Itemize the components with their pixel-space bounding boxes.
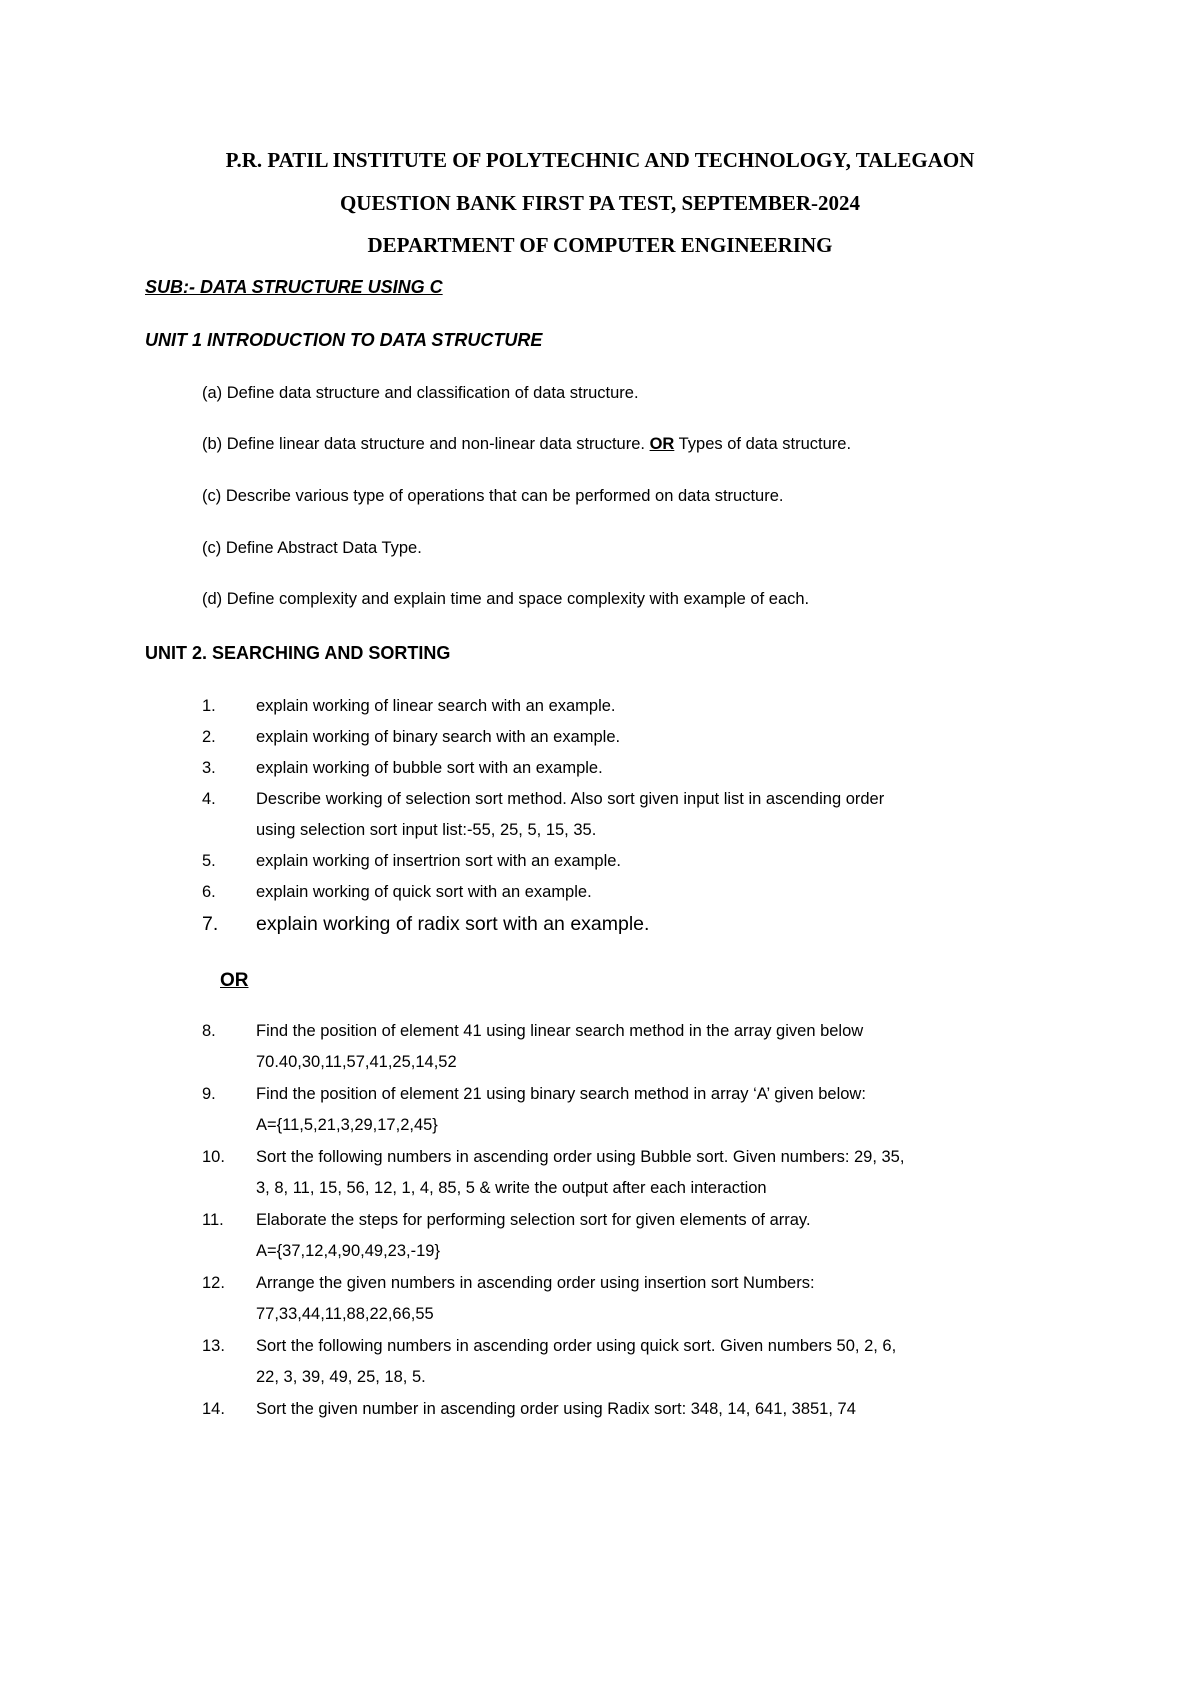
list-text: explain working of binary search with an example. — [256, 728, 621, 746]
unit1-question-c1: (c) Describe various type of operations that can be performed on data structure. — [202, 487, 784, 505]
list-number: 12. — [202, 1274, 225, 1292]
list-text: Find the position of element 21 using binary search method in array ‘A’ given below: — [256, 1085, 866, 1103]
subject-heading: SUB:- DATA STRUCTURE USING C — [145, 277, 443, 297]
unit1-question-a: (a) Define data structure and classification of data structure. — [202, 384, 639, 402]
list-text-continued: A={37,12,4,90,49,23,-19} — [256, 1242, 440, 1260]
unit1-question-b — [202, 435, 851, 454]
list-text-continued: A={11,5,21,3,29,17,2,45} — [256, 1116, 438, 1134]
list-number: 14. — [202, 1400, 225, 1418]
question-bank-title: QUESTION BANK FIRST PA TEST, SEPTEMBER-2024 — [339, 191, 861, 215]
q-b-text: (b) Define linear data structure and non-linear data structure. — [202, 435, 650, 453]
unit2-heading: UNIT 2. SEARCHING AND SORTING — [145, 643, 451, 663]
list-number: 6. — [202, 883, 216, 901]
list-number: 4. — [202, 790, 216, 808]
list-number: 8. — [202, 1022, 216, 1040]
list-text: Describe working of selection sort method. Also sort given input list in ascending order — [256, 790, 885, 808]
list-number: 13. — [202, 1337, 225, 1355]
q-b-or: OR — [649, 435, 675, 453]
unit1-heading: UNIT 1 INTRODUCTION TO DATA STRUCTURE — [145, 330, 543, 350]
list-number: 11. — [202, 1211, 224, 1229]
list-number: 3. — [202, 759, 216, 777]
list-text: Elaborate the steps for performing selection sort for given elements of array. — [256, 1211, 811, 1229]
list-number: 9. — [202, 1085, 216, 1103]
list-text-continued: 22, 3, 39, 49, 25, 18, 5. — [256, 1368, 426, 1386]
list-text-continued: 77,33,44,11,88,22,66,55 — [256, 1305, 434, 1323]
list-number: 7. — [202, 913, 219, 935]
list-text-continued: using selection sort input list:-55, 25, 5, 15, 35. — [256, 821, 597, 839]
q-b-text-2: Types of data structure. — [674, 435, 852, 453]
unit1-question-c2: (c) Define Abstract Data Type. — [202, 539, 422, 557]
list-text: explain working of radix sort with an example. — [256, 913, 650, 935]
department-title: DEPARTMENT OF COMPUTER ENGINEERING — [367, 233, 833, 257]
institute-title: P.R. PATIL INSTITUTE OF POLYTECHNIC AND TECHNOLOGY, TALEGAON — [225, 148, 975, 172]
list-text: Arrange the given numbers in ascending order using insertion sort Numbers: — [256, 1274, 815, 1292]
list-text: Sort the following numbers in ascending order using quick sort. Given numbers 50, 2, 6, — [256, 1337, 897, 1355]
list-text: Sort the given number in ascending order using Radix sort: 348, 14, 641, 3851, 74 — [256, 1400, 856, 1418]
list-text: explain working of linear search with an example. — [256, 697, 616, 715]
or-separator: OR — [220, 970, 249, 991]
list-number: 5. — [202, 852, 216, 870]
list-text: explain working of insertrion sort with an example. — [256, 852, 622, 870]
list-number: 10. — [202, 1148, 225, 1166]
list-text: explain working of quick sort with an example. — [256, 883, 592, 901]
list-text: Sort the following numbers in ascending order using Bubble sort. Given numbers: 29, 35, — [256, 1148, 905, 1166]
list-number: 2. — [202, 728, 216, 746]
list-number: 1. — [202, 697, 216, 715]
list-text-continued: 70.40,30,11,57,41,25,14,52 — [256, 1053, 457, 1071]
unit1-question-d: (d) Define complexity and explain time and space complexity with example of each. — [202, 590, 810, 608]
list-text-continued: 3, 8, 11, 15, 56, 12, 1, 4, 85, 5 & write the output after each interaction — [256, 1179, 767, 1197]
list-text: explain working of bubble sort with an example. — [256, 759, 603, 777]
list-text: Find the position of element 41 using linear search method in the array given below — [256, 1022, 864, 1040]
